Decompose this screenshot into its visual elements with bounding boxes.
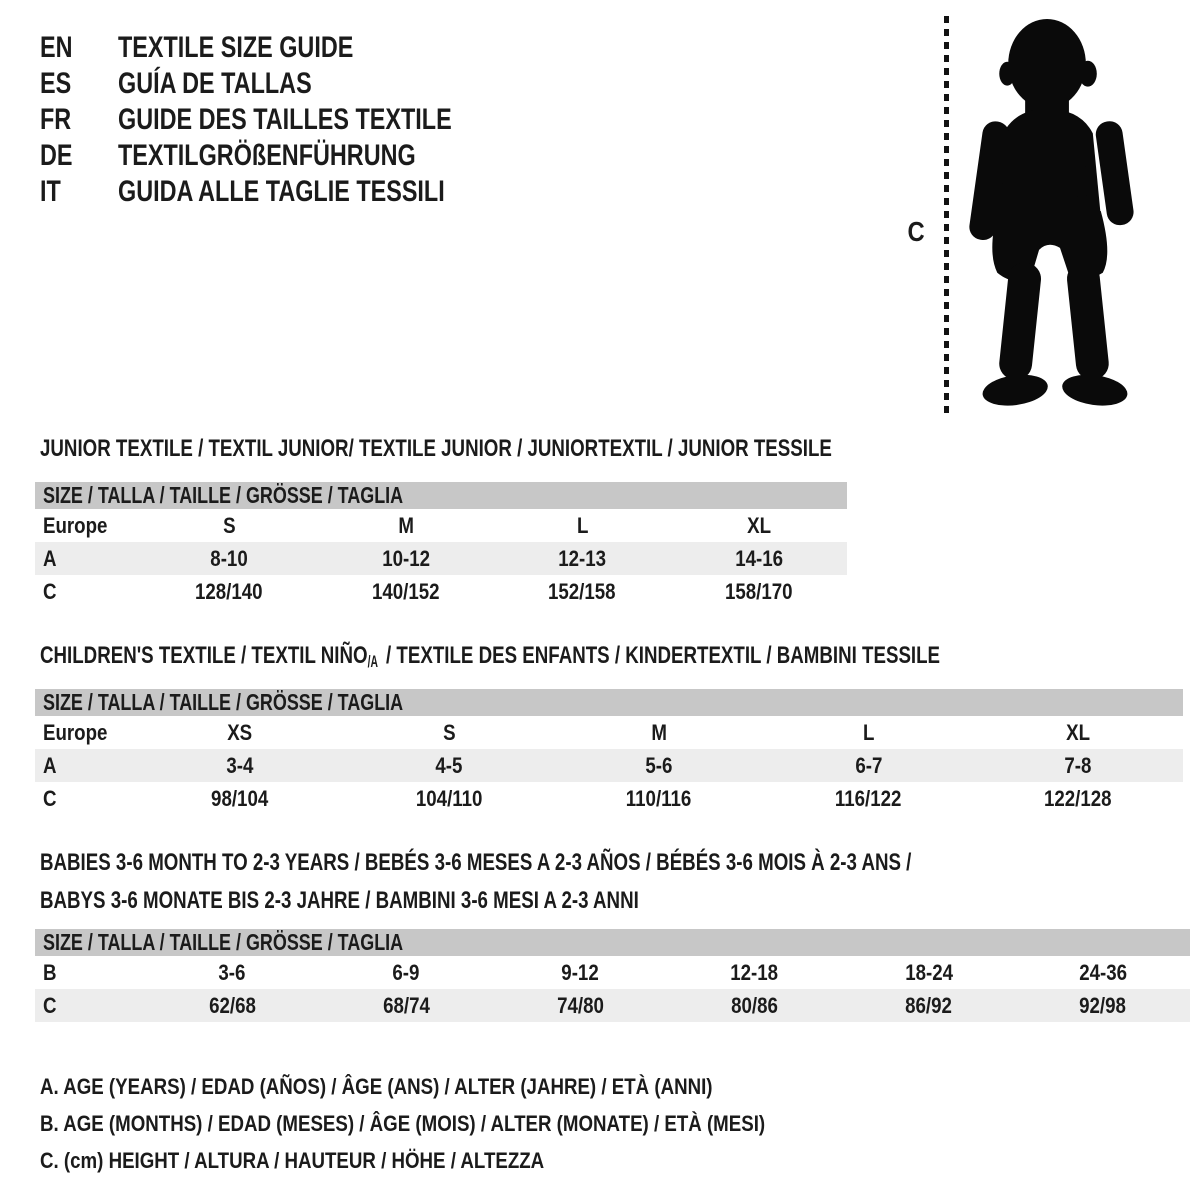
value-cell: 98/104 — [211, 785, 269, 811]
size-cell: XS — [227, 719, 253, 745]
size-cell: M — [651, 719, 667, 745]
children-section-title: CHILDREN'S TEXTILE / TEXTIL NIÑO/A / TEXTILE DES ENFANTS / KINDERTEXTIL / BAMBINI TESSILE — [40, 637, 1194, 677]
size-cell: XL — [1066, 719, 1091, 745]
lang-label: TEXTILGRÖßENFÜHRUNG — [118, 139, 416, 172]
table-row-height — [35, 575, 847, 608]
row-label: Europe — [43, 719, 108, 745]
value-cell: 6-7 — [855, 752, 883, 778]
row-label: A — [43, 752, 57, 778]
size-cell: XL — [746, 512, 771, 538]
row-label: Europe — [43, 512, 108, 538]
value-cell: 92/98 — [1079, 992, 1127, 1018]
lang-row-it — [40, 174, 546, 210]
babies-size-table — [35, 929, 1190, 1022]
value-cell: 9-12 — [561, 959, 600, 985]
row-label: C — [43, 785, 57, 811]
table-row-height — [35, 782, 1183, 815]
nino-a-subscript: /A — [367, 652, 378, 671]
value-cell: 152/158 — [548, 578, 617, 604]
value-cell: 122/128 — [1044, 785, 1112, 811]
value-cell: 14-16 — [734, 545, 783, 571]
junior-section-title: JUNIOR TEXTILE / TEXTIL JUNIOR/ TEXTILE JUNIOR / JUNIORTEXTIL / JUNIOR TESSILE — [40, 435, 832, 462]
value-cell: 4-5 — [435, 752, 463, 778]
value-cell: 86/92 — [905, 992, 953, 1018]
size-cell: M — [397, 512, 414, 538]
table-row-europe — [35, 509, 847, 542]
value-cell: 24-36 — [1079, 959, 1127, 985]
measure-legend — [40, 1068, 893, 1179]
junior-size-table — [35, 482, 847, 608]
value-cell: 3-6 — [218, 959, 246, 985]
value-cell: 7-8 — [1064, 752, 1092, 778]
value-cell: 6-9 — [392, 959, 420, 985]
value-cell: 80/86 — [731, 992, 778, 1018]
lang-row-fr — [40, 102, 546, 138]
value-cell: 8-10 — [210, 545, 248, 571]
value-cell: 158/170 — [724, 578, 793, 604]
lang-code: FR — [40, 103, 72, 136]
babies-title-line1: BABIES 3-6 MONTH TO 2-3 YEARS / BEBÉS 3-6 MESES A 2-3 AÑOS / BÉBÉS 3-6 MOIS À 2-3 ANS / — [40, 849, 912, 876]
value-cell: 12-18 — [730, 959, 779, 985]
lang-row-es — [40, 66, 546, 102]
lang-code: IT — [40, 175, 61, 208]
size-cell: S — [223, 512, 236, 538]
lang-code: ES — [40, 67, 72, 100]
value-cell: 68/74 — [382, 992, 430, 1018]
value-cell: 12-13 — [558, 545, 607, 571]
lang-label: TEXTILE SIZE GUIDE — [118, 31, 354, 64]
value-cell: 18-24 — [904, 959, 953, 985]
children-size-table — [35, 689, 1183, 815]
babies-title-line2: BABYS 3-6 MONATE BIS 2-3 JAHRE / BAMBINI 3-6 MESI A 2-3 ANNI — [40, 887, 639, 914]
table-row-height — [35, 989, 1190, 1022]
size-cell: L — [576, 512, 588, 538]
lang-label: GUÍA DE TALLAS — [118, 67, 312, 100]
row-label: C — [43, 578, 57, 604]
value-cell: 140/152 — [371, 578, 440, 604]
value-cell: 110/116 — [626, 785, 692, 811]
size-cell: L — [862, 719, 875, 745]
legend-line-c: C. (cm) HEIGHT / ALTURA / HAUTEUR / HÖHE / ALTEZZA — [40, 1147, 545, 1173]
lang-row-en — [40, 30, 546, 66]
language-title-list — [40, 30, 546, 210]
lang-row-de — [40, 138, 546, 174]
size-header-bar: SIZE / TALLA / TAILLE / GRÖSSE / TAGLIA — [35, 929, 1190, 956]
lang-label: GUIDA ALLE TAGLIE TESSILI — [118, 175, 445, 208]
value-cell: 128/140 — [195, 578, 264, 604]
table-row-months — [35, 956, 1190, 989]
value-cell: 62/68 — [208, 992, 256, 1018]
size-header-bar: SIZE / TALLA / TAILLE / GRÖSSE / TAGLIA — [35, 482, 847, 509]
lang-code: EN — [40, 31, 73, 64]
size-cell: S — [443, 719, 456, 745]
height-measure-label: C — [907, 216, 925, 247]
value-cell: 5-6 — [645, 752, 673, 778]
table-row-age — [35, 749, 1183, 782]
lang-code: DE — [40, 139, 73, 172]
value-cell: 10-12 — [381, 545, 430, 571]
legend-line-b: B. AGE (MONTHS) / EDAD (MESES) / ÂGE (MOIS) / ALTER (MONATE) / ETÀ (MESI) — [40, 1110, 766, 1136]
toddler-silhouette-icon — [968, 12, 1140, 420]
value-cell: 116/122 — [835, 785, 902, 811]
lang-label: GUIDE DES TAILLES TEXTILE — [118, 103, 452, 136]
row-label: A — [43, 545, 57, 571]
row-label: B — [43, 959, 57, 985]
legend-line-a: A. AGE (YEARS) / EDAD (AÑOS) / ÂGE (ANS) / ALTER (JAHRE) / ETÀ (ANNI) — [40, 1073, 713, 1099]
value-cell: 104/110 — [416, 785, 483, 811]
babies-section-title — [40, 844, 1157, 920]
size-header-bar: SIZE / TALLA / TAILLE / GRÖSSE / TAGLIA — [35, 689, 1183, 716]
row-label: C — [43, 992, 57, 1018]
table-row-age — [35, 542, 847, 575]
height-dashed-line — [944, 16, 949, 416]
value-cell: 3-4 — [226, 752, 254, 778]
table-row-europe — [35, 716, 1183, 749]
value-cell: 74/80 — [557, 992, 604, 1018]
